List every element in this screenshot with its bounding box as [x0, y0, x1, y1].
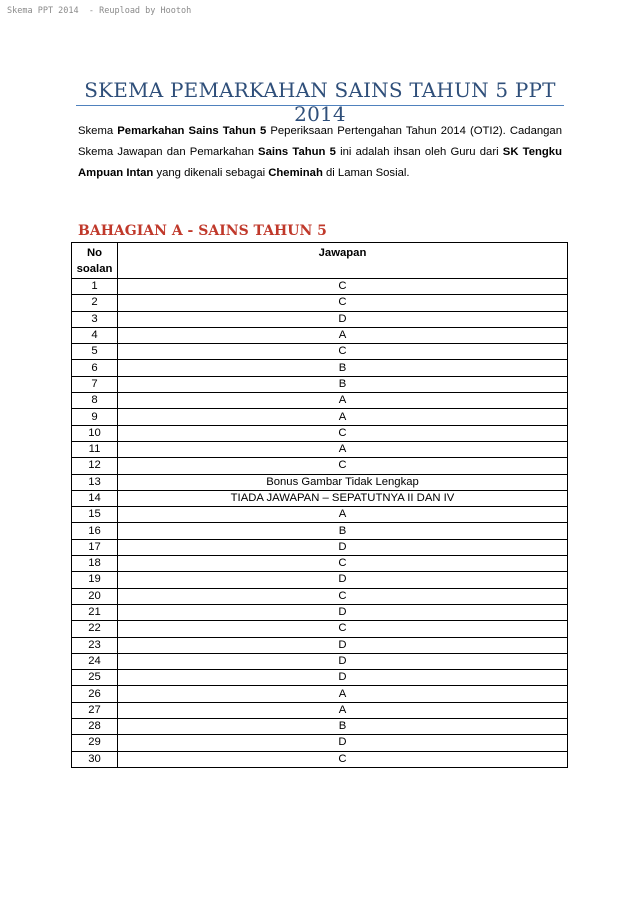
- intro-paragraph: [78, 121, 562, 184]
- table-row: [72, 327, 568, 343]
- question-number-cell: 19: [72, 572, 118, 588]
- question-number-cell: 26: [72, 686, 118, 702]
- question-number-cell: 24: [72, 653, 118, 669]
- table-row: [72, 279, 568, 295]
- answer-cell: D: [118, 670, 568, 686]
- table-row: [72, 393, 568, 409]
- table-row: [72, 686, 568, 702]
- intro-bold-1: Pemarkahan Sains Tahun 5: [117, 125, 267, 137]
- answer-cell: C: [118, 295, 568, 311]
- question-number-cell: 3: [72, 311, 118, 327]
- question-number-cell: 7: [72, 376, 118, 392]
- table-header-row: [72, 243, 568, 279]
- answer-cell: TIADA JAWAPAN – SEPATUTNYA II DAN IV: [118, 490, 568, 506]
- question-number-cell: 9: [72, 409, 118, 425]
- table-row: [72, 344, 568, 360]
- table-row: [72, 539, 568, 555]
- question-number-cell: 29: [72, 735, 118, 751]
- watermark-text: Skema PPT 2014 - Reupload by Hootoh: [7, 6, 192, 16]
- table-row: [72, 653, 568, 669]
- answer-cell: D: [118, 637, 568, 653]
- question-number-cell: 12: [72, 458, 118, 474]
- answer-cell: A: [118, 702, 568, 718]
- answer-cell: C: [118, 588, 568, 604]
- header-jawapan: Jawapan: [118, 243, 568, 279]
- table-row: [72, 670, 568, 686]
- table-row: [72, 572, 568, 588]
- table-row: [72, 458, 568, 474]
- intro-bold-2: Sains Tahun 5: [258, 146, 336, 158]
- answer-cell: C: [118, 621, 568, 637]
- table-row: [72, 751, 568, 767]
- answer-cell: Bonus Gambar Tidak Lengkap: [118, 474, 568, 490]
- intro-text-3: ini adalah ihsan oleh Guru dari: [335, 146, 503, 158]
- question-number-cell: 28: [72, 719, 118, 735]
- table-row: [72, 490, 568, 506]
- table-row: [72, 376, 568, 392]
- table-row: [72, 311, 568, 327]
- answer-cell: D: [118, 572, 568, 588]
- table-row: [72, 604, 568, 620]
- answer-cell: C: [118, 344, 568, 360]
- table-row: [72, 588, 568, 604]
- intro-text-5: di Laman Sosial.: [322, 167, 410, 179]
- answer-table: [71, 242, 568, 768]
- question-number-cell: 30: [72, 751, 118, 767]
- answer-cell: B: [118, 376, 568, 392]
- answer-cell: C: [118, 458, 568, 474]
- question-number-cell: 2: [72, 295, 118, 311]
- question-number-cell: 8: [72, 393, 118, 409]
- answer-cell: C: [118, 279, 568, 295]
- intro-text-2: Peperiksaan Pertengahan Tahun 2014 (OTI2). Cadangan Skema Jawapan dan Pemarkahan: [78, 125, 562, 158]
- table-row: [72, 637, 568, 653]
- answer-cell: C: [118, 556, 568, 572]
- question-number-cell: 22: [72, 621, 118, 637]
- answer-cell: A: [118, 393, 568, 409]
- section-heading: BAHAGIAN A - SAINS TAHUN 5: [78, 223, 327, 239]
- answer-cell: C: [118, 425, 568, 441]
- answer-cell: D: [118, 735, 568, 751]
- answer-cell: C: [118, 751, 568, 767]
- question-number-cell: 18: [72, 556, 118, 572]
- question-number-cell: 16: [72, 523, 118, 539]
- answer-cell: B: [118, 719, 568, 735]
- question-number-cell: 11: [72, 441, 118, 457]
- table-row: [72, 556, 568, 572]
- answer-cell: B: [118, 360, 568, 376]
- answer-cell: D: [118, 311, 568, 327]
- table-row: [72, 702, 568, 718]
- question-number-cell: 4: [72, 327, 118, 343]
- intro-text-1: Skema: [78, 125, 118, 137]
- page-title: SKEMA PEMARKAHAN SAINS TAHUN 5 PPT 2014: [84, 78, 556, 126]
- question-number-cell: 17: [72, 539, 118, 555]
- answer-cell: D: [118, 539, 568, 555]
- answer-cell: D: [118, 604, 568, 620]
- table-row: [72, 441, 568, 457]
- intro-bold-4: Cheminah: [268, 167, 323, 179]
- table-row: [72, 425, 568, 441]
- answer-cell: A: [118, 686, 568, 702]
- table-row: [72, 735, 568, 751]
- table-row: [72, 409, 568, 425]
- table-row: [72, 719, 568, 735]
- title-divider: [76, 105, 564, 106]
- table-row: [72, 474, 568, 490]
- table-row: [72, 360, 568, 376]
- question-number-cell: 10: [72, 425, 118, 441]
- table-row: [72, 295, 568, 311]
- question-number-cell: 25: [72, 670, 118, 686]
- header-no-soalan: No soalan: [72, 243, 118, 279]
- answer-cell: B: [118, 523, 568, 539]
- question-number-cell: 27: [72, 702, 118, 718]
- question-number-cell: 5: [72, 344, 118, 360]
- question-number-cell: 14: [72, 490, 118, 506]
- question-number-cell: 21: [72, 604, 118, 620]
- table-row: [72, 621, 568, 637]
- intro-bold-3: SK Tengku Ampuan Intan: [78, 146, 562, 179]
- table-row: [72, 523, 568, 539]
- question-number-cell: 15: [72, 507, 118, 523]
- question-number-cell: 6: [72, 360, 118, 376]
- question-number-cell: 13: [72, 474, 118, 490]
- answer-cell: A: [118, 409, 568, 425]
- answer-cell: D: [118, 653, 568, 669]
- intro-text-4: yang dikenali sebagai: [153, 167, 269, 179]
- answer-cell: A: [118, 507, 568, 523]
- question-number-cell: 20: [72, 588, 118, 604]
- question-number-cell: 23: [72, 637, 118, 653]
- answer-cell: A: [118, 327, 568, 343]
- answer-cell: A: [118, 441, 568, 457]
- table-row: [72, 507, 568, 523]
- question-number-cell: 1: [72, 279, 118, 295]
